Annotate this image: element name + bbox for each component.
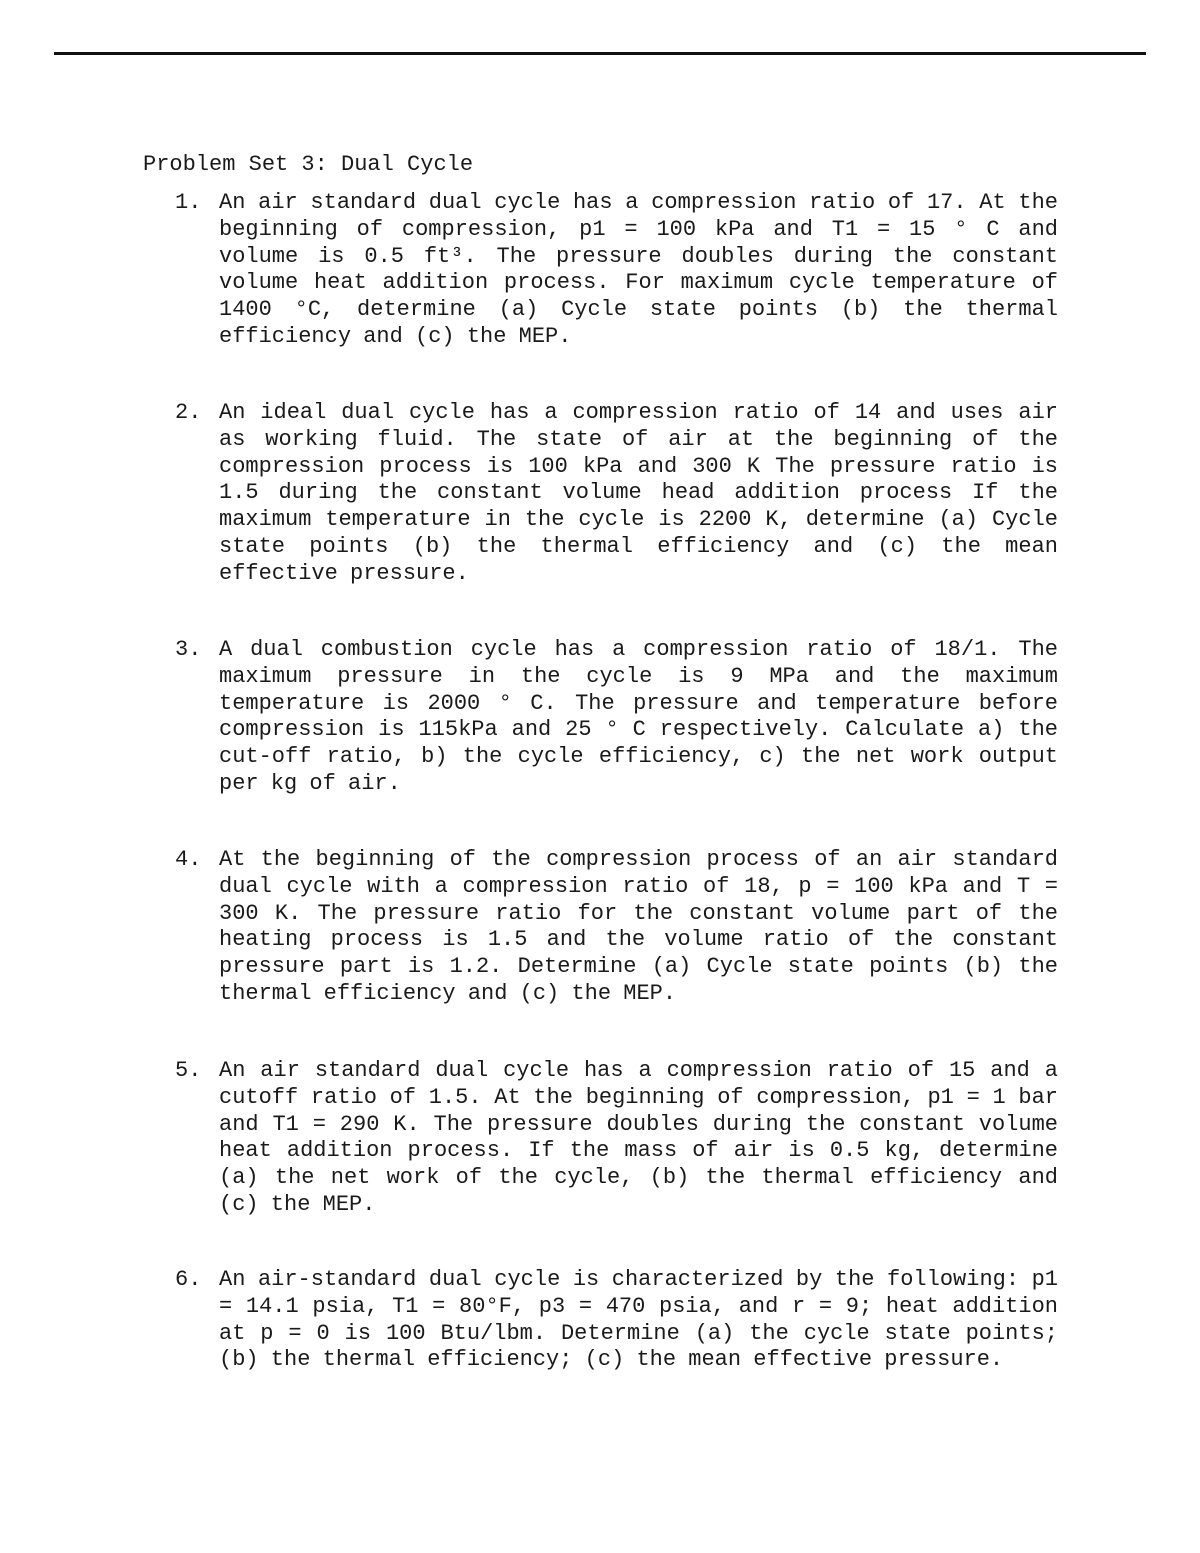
problem-text: A dual combustion cycle has a compression ratio of 18/1. The maximum pressure in the cycle is 9 MPa and the maximum temperature is 2000 ° C. The pressure and temperature before compression is 115kPa and 25 ° C respectively. Calculate a) the cut-off ratio, b) the cycle efficiency, c) the net work output per kg of air. xyxy=(219,637,1058,796)
problem-number: 4. xyxy=(175,847,202,872)
problem-number: 5. xyxy=(175,1058,202,1083)
problem-number: 2. xyxy=(175,400,202,425)
problem-text: An air-standard dual cycle is characterized by the following: p1 = 14.1 psia, T1 = 80°F, p3 = 470 psia, and r = 9; heat addition at p = 0 is 100 Btu/lbm. Determine (a) the cycle state points; (b) the thermal efficiency; (c) the mean effective pressure. xyxy=(219,1267,1058,1373)
problem-text: An air standard dual cycle has a compression ratio of 15 and a cutoff ratio of 1.5. At the beginning of compression, p1 = 1 bar and T1 = 290 K. The pressure doubles during the constant volume heat addition process. If the mass of air is 0.5 kg, determine (a) the net work of the cycle, (b) the thermal efficiency and (c) the MEP. xyxy=(219,1058,1058,1217)
page-title: Problem Set 3: Dual Cycle xyxy=(143,152,474,177)
problem-text: At the beginning of the compression process of an air standard dual cycle with a compression ratio of 18, p = 100 kPa and T = 300 K. The pressure ratio for the constant volume part of the heating process is 1.5 and the volume ratio of the constant pressure part is 1.2. Determine (a) Cycle state points (b) the thermal efficiency and (c) the MEP. xyxy=(219,847,1058,1006)
problem-text: An ideal dual cycle has a compression ratio of 14 and uses air as working fluid. The state of air at the beginning of the compression process is 100 kPa and 300 K The pressure ratio is 1.5 during the constant volume head addition process If the maximum temperature in the cycle is 2200 K, determine (a) Cycle state points (b) the thermal efficiency and (c) the mean effective pressure. xyxy=(219,400,1058,586)
problem-text: An air standard dual cycle has a compression ratio of 17. At the beginning of compression, p1 = 100 kPa and T1 = 15 ° C and volume is 0.5 ft³. The pressure doubles during the constant volume heat addition process. For maximum cycle temperature of 1400 °C, determine (a) Cycle state points (b) the thermal efficiency and (c) the MEP. xyxy=(219,190,1058,349)
problem-number: 1. xyxy=(175,190,202,215)
problem-number: 6. xyxy=(175,1267,202,1292)
problem-number: 3. xyxy=(175,637,202,662)
header-rule xyxy=(54,52,1146,55)
